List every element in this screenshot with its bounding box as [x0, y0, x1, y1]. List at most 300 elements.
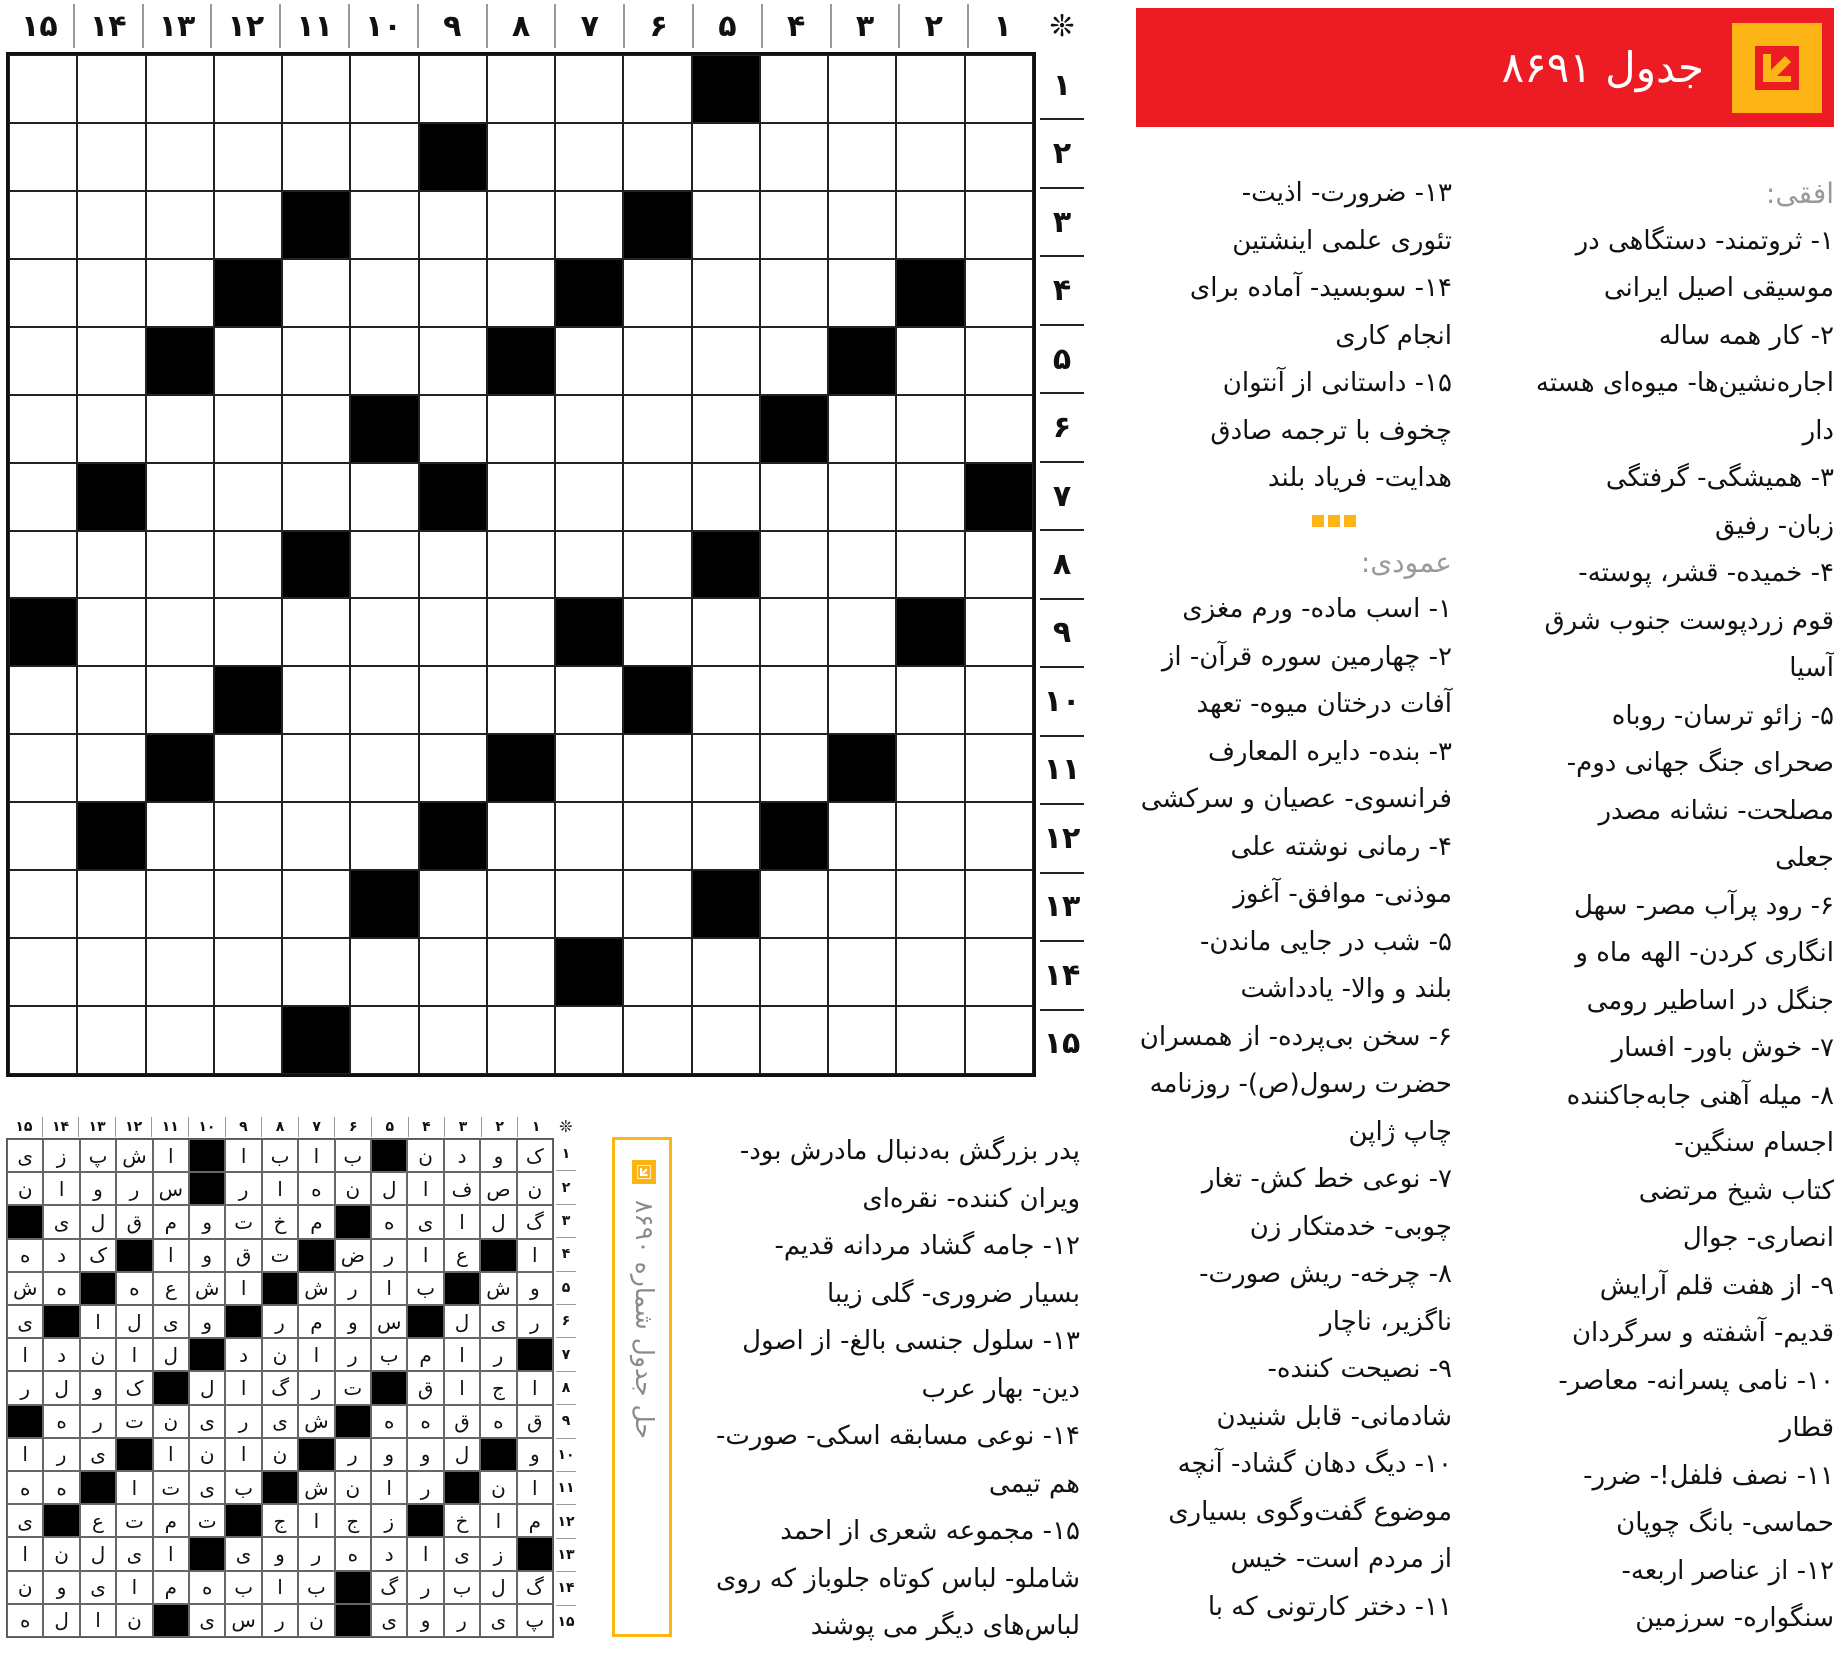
black-cell: [487, 734, 555, 802]
grid-cell[interactable]: [419, 870, 487, 938]
grid-cell[interactable]: [965, 666, 1033, 734]
grid-cell[interactable]: [9, 802, 77, 870]
grid-cell[interactable]: [487, 191, 555, 259]
solution-letter: ن: [407, 1139, 443, 1172]
grid-cell[interactable]: [9, 55, 77, 123]
grid-cell[interactable]: [214, 938, 282, 1006]
grid-cell[interactable]: [828, 531, 896, 599]
solution-row-number: ۸: [556, 1371, 576, 1404]
solution-black-cell: [298, 1239, 334, 1272]
grid-cell[interactable]: [965, 259, 1033, 327]
grid-cell[interactable]: [760, 666, 828, 734]
row-number: ۲: [1040, 118, 1084, 186]
grid-cell[interactable]: [77, 123, 145, 191]
grid-cell[interactable]: [77, 938, 145, 1006]
grid-cell[interactable]: [350, 55, 418, 123]
grid-cell[interactable]: [77, 666, 145, 734]
grid-cell[interactable]: [419, 327, 487, 395]
grid-cell[interactable]: [555, 463, 623, 531]
grid-cell[interactable]: [623, 259, 691, 327]
grid-cell[interactable]: [828, 1006, 896, 1074]
solution-letter: ه: [371, 1205, 407, 1238]
grid-cell[interactable]: [146, 870, 214, 938]
grid-cell[interactable]: [555, 191, 623, 259]
solution-letter: ز: [43, 1139, 79, 1172]
solution-letter: ا: [80, 1305, 116, 1338]
grid-cell[interactable]: [350, 531, 418, 599]
grid-cell[interactable]: [77, 191, 145, 259]
grid-cell[interactable]: [555, 802, 623, 870]
grid-cell[interactable]: [282, 734, 350, 802]
black-cell: [146, 734, 214, 802]
grid-cell[interactable]: [623, 598, 691, 666]
grid-cell[interactable]: [9, 1006, 77, 1074]
grid-cell[interactable]: [828, 938, 896, 1006]
grid-cell[interactable]: [214, 55, 282, 123]
clue-line: انجام کاری: [1335, 320, 1452, 351]
grid-cell[interactable]: [965, 395, 1033, 463]
grid-cell[interactable]: [9, 531, 77, 599]
grid-cell[interactable]: [828, 870, 896, 938]
solution-letter: ب: [262, 1139, 298, 1172]
grid-cell[interactable]: [9, 734, 77, 802]
grid-cell[interactable]: [146, 123, 214, 191]
grid-cell[interactable]: [692, 734, 760, 802]
grid-cell[interactable]: [77, 327, 145, 395]
grid-cell[interactable]: [487, 395, 555, 463]
clue-line: هدایت- فریاد بلند: [1267, 463, 1452, 493]
solution-letter: ت: [335, 1371, 371, 1404]
solution-corner-asterisk-icon: ❊: [559, 1117, 573, 1136]
grid-cell[interactable]: [623, 938, 691, 1006]
grid-cell[interactable]: [9, 191, 77, 259]
grid-cell[interactable]: [828, 395, 896, 463]
grid-cell[interactable]: [828, 55, 896, 123]
clue-line: آسیا: [1789, 653, 1834, 683]
black-cell: [692, 531, 760, 599]
middle-clues-column: [1136, 170, 1452, 1631]
grid-cell[interactable]: [896, 531, 964, 599]
grid-cell[interactable]: [828, 463, 896, 531]
grid-cell[interactable]: [487, 666, 555, 734]
grid-cell[interactable]: [965, 938, 1033, 1006]
grid-cell[interactable]: [214, 598, 282, 666]
grid-cell[interactable]: [419, 55, 487, 123]
grid-cell[interactable]: [487, 1006, 555, 1074]
grid-cell[interactable]: [350, 327, 418, 395]
solution-black-cell: [189, 1537, 225, 1570]
grid-cell[interactable]: [282, 327, 350, 395]
grid-cell[interactable]: [623, 395, 691, 463]
grid-cell[interactable]: [9, 463, 77, 531]
solution-letter: ن: [298, 1604, 334, 1637]
solution-letter: ن: [153, 1405, 189, 1438]
clue-line: قدیم- آشفته و سرگردان: [1571, 1318, 1834, 1348]
grid-cell[interactable]: [282, 463, 350, 531]
grid-cell[interactable]: [350, 259, 418, 327]
grid-cell[interactable]: [419, 259, 487, 327]
grid-cell[interactable]: [896, 55, 964, 123]
grid-cell[interactable]: [896, 734, 964, 802]
grid-cell[interactable]: [896, 463, 964, 531]
solution-column-number: ۶: [334, 1117, 371, 1137]
grid-cell[interactable]: [760, 598, 828, 666]
solution-letter: ا: [407, 1239, 443, 1272]
grid-cell[interactable]: [692, 191, 760, 259]
grid-cell[interactable]: [896, 666, 964, 734]
grid-cell[interactable]: [965, 870, 1033, 938]
grid-cell[interactable]: [965, 531, 1033, 599]
grid-cell[interactable]: [282, 598, 350, 666]
solution-letter: ر: [444, 1604, 480, 1637]
grid-cell[interactable]: [77, 55, 145, 123]
solution-letter: ا: [153, 1139, 189, 1172]
black-cell: [555, 259, 623, 327]
solution-black-cell: [80, 1272, 116, 1305]
grid-cell[interactable]: [828, 123, 896, 191]
grid-cell[interactable]: [350, 666, 418, 734]
solution-column-numbers: [6, 1117, 554, 1137]
grid-cell[interactable]: [692, 938, 760, 1006]
grid-cell[interactable]: [555, 123, 623, 191]
grid-cell[interactable]: [760, 123, 828, 191]
grid-cell[interactable]: [896, 191, 964, 259]
clue-line: انصاری- جوال: [1682, 1223, 1834, 1253]
grid-cell[interactable]: [828, 191, 896, 259]
grid-cell[interactable]: [896, 938, 964, 1006]
solution-letter: ر: [262, 1604, 298, 1637]
solution-letter: ی: [407, 1205, 443, 1238]
grid-cell[interactable]: [555, 327, 623, 395]
grid-cell[interactable]: [419, 734, 487, 802]
grid-cell[interactable]: [623, 123, 691, 191]
clue-line: ۱۳- ضرورت- اذیت-: [1241, 178, 1452, 208]
solution-letter: ا: [153, 1537, 189, 1570]
grid-cell[interactable]: [896, 123, 964, 191]
grid-cell[interactable]: [965, 55, 1033, 123]
solution-letter: خ: [262, 1205, 298, 1238]
grid-cell[interactable]: [9, 666, 77, 734]
grid-cell[interactable]: [282, 870, 350, 938]
solution-letter: ی: [480, 1604, 516, 1637]
grid-cell[interactable]: [692, 327, 760, 395]
solution-letter: ج: [262, 1504, 298, 1537]
grid-cell[interactable]: [146, 666, 214, 734]
grid-cell[interactable]: [965, 802, 1033, 870]
solution-column-number: ۳: [444, 1117, 481, 1137]
row-number: ۱۳: [1040, 872, 1084, 940]
grid-cell[interactable]: [214, 123, 282, 191]
grid-cell[interactable]: [760, 191, 828, 259]
grid-cell[interactable]: [146, 802, 214, 870]
solution-letter: ج: [480, 1371, 516, 1404]
solution-letter: م: [153, 1571, 189, 1604]
grid-cell[interactable]: [692, 395, 760, 463]
grid-cell[interactable]: [965, 191, 1033, 259]
grid-cell[interactable]: [77, 870, 145, 938]
clue-line: قطار: [1779, 1413, 1834, 1443]
grid-cell[interactable]: [214, 327, 282, 395]
grid-cell[interactable]: [350, 802, 418, 870]
solution-black-cell: [407, 1504, 443, 1537]
grid-cell[interactable]: [77, 531, 145, 599]
grid-cell[interactable]: [9, 395, 77, 463]
solution-letter: ب: [407, 1272, 443, 1305]
grid-cell[interactable]: [146, 1006, 214, 1074]
grid-cell[interactable]: [896, 802, 964, 870]
solution-letter: ر: [407, 1571, 443, 1604]
clue-line: ۱۰- دیگ دهان گشاد- آنچه: [1177, 1449, 1452, 1479]
grid-cell[interactable]: [828, 598, 896, 666]
solution-letter: و: [335, 1305, 371, 1338]
solution-letter: ی: [43, 1205, 79, 1238]
grid-cell[interactable]: [760, 734, 828, 802]
column-numbers: [6, 4, 1036, 48]
black-cell: [146, 327, 214, 395]
solution-letter: ل: [371, 1172, 407, 1205]
grid-cell[interactable]: [214, 734, 282, 802]
grid-cell[interactable]: [350, 598, 418, 666]
grid-cell[interactable]: [146, 531, 214, 599]
grid-cell[interactable]: [555, 531, 623, 599]
grid-cell[interactable]: [692, 123, 760, 191]
grid-cell[interactable]: [282, 938, 350, 1006]
solution-letter: ل: [80, 1205, 116, 1238]
solution-row-number: ۶: [556, 1304, 576, 1337]
solution-black-cell: [371, 1371, 407, 1404]
grid-cell[interactable]: [9, 870, 77, 938]
solution-letter: ا: [116, 1471, 152, 1504]
grid-cell[interactable]: [419, 1006, 487, 1074]
puzzle-title: جدول ۸۶۹۱: [1501, 43, 1704, 92]
grid-cell[interactable]: [282, 259, 350, 327]
solution-letter: ر: [480, 1338, 516, 1371]
grid-cell[interactable]: [214, 531, 282, 599]
grid-cell[interactable]: [692, 463, 760, 531]
grid-cell[interactable]: [896, 870, 964, 938]
grid-cell[interactable]: [350, 734, 418, 802]
grid-cell[interactable]: [555, 870, 623, 938]
grid-cell[interactable]: [623, 870, 691, 938]
black-cell: [828, 734, 896, 802]
grid-cell[interactable]: [896, 1006, 964, 1074]
grid-cell[interactable]: [146, 191, 214, 259]
solution-letter: پ: [517, 1604, 553, 1637]
solution-letter: ا: [444, 1371, 480, 1404]
clue-line: ۱۵- داستانی از آنتوان: [1222, 368, 1452, 398]
solution-letter: خ: [444, 1504, 480, 1537]
grid-cell[interactable]: [419, 531, 487, 599]
grid-cell[interactable]: [419, 191, 487, 259]
solution-letter: م: [407, 1338, 443, 1371]
grid-cell[interactable]: [146, 55, 214, 123]
crossword-grid: [6, 52, 1036, 1077]
grid-cell[interactable]: [692, 666, 760, 734]
solution-black-cell: [153, 1604, 189, 1637]
grid-cell[interactable]: [555, 1006, 623, 1074]
grid-cell[interactable]: [623, 327, 691, 395]
solution-letter: د: [371, 1537, 407, 1570]
grid-cell[interactable]: [214, 1006, 282, 1074]
solution-letter: ه: [43, 1272, 79, 1305]
grid-cell[interactable]: [9, 123, 77, 191]
grid-cell[interactable]: [214, 802, 282, 870]
grid-cell[interactable]: [623, 531, 691, 599]
solution-letter: و: [517, 1438, 553, 1471]
grid-cell[interactable]: [623, 802, 691, 870]
grid-cell[interactable]: [555, 734, 623, 802]
grid-cell[interactable]: [282, 802, 350, 870]
grid-cell[interactable]: [692, 598, 760, 666]
grid-cell[interactable]: [350, 123, 418, 191]
grid-cell[interactable]: [555, 55, 623, 123]
grid-cell[interactable]: [9, 327, 77, 395]
solution-black-cell: [225, 1504, 261, 1537]
grid-cell[interactable]: [760, 463, 828, 531]
clue-line: جعلی: [1775, 843, 1834, 873]
black-cell: [760, 395, 828, 463]
solution-letter: ن: [80, 1338, 116, 1371]
grid-cell[interactable]: [146, 259, 214, 327]
grid-cell[interactable]: [350, 463, 418, 531]
grid-cell[interactable]: [896, 395, 964, 463]
grid-cell[interactable]: [487, 870, 555, 938]
grid-cell[interactable]: [419, 938, 487, 1006]
solution-letter: ش: [116, 1139, 152, 1172]
grid-cell[interactable]: [214, 191, 282, 259]
grid-cell[interactable]: [282, 123, 350, 191]
black-cell: [419, 802, 487, 870]
grid-cell[interactable]: [146, 598, 214, 666]
grid-cell[interactable]: [282, 666, 350, 734]
grid-cell[interactable]: [760, 1006, 828, 1074]
grid-cell[interactable]: [760, 938, 828, 1006]
grid-cell[interactable]: [487, 123, 555, 191]
clue-line: سنگواره- سرزمین: [1635, 1603, 1834, 1633]
grid-cell[interactable]: [487, 463, 555, 531]
grid-cell[interactable]: [9, 259, 77, 327]
solution-letter: ب: [225, 1571, 261, 1604]
grid-cell[interactable]: [555, 395, 623, 463]
grid-cell[interactable]: [419, 666, 487, 734]
grid-cell[interactable]: [965, 734, 1033, 802]
solution-black-cell: [80, 1471, 116, 1504]
grid-cell[interactable]: [214, 870, 282, 938]
grid-cell[interactable]: [623, 463, 691, 531]
solution-letter: ن: [262, 1338, 298, 1371]
grid-cell[interactable]: [623, 55, 691, 123]
grid-cell[interactable]: [487, 259, 555, 327]
grid-cell[interactable]: [487, 938, 555, 1006]
grid-cell[interactable]: [623, 734, 691, 802]
solution-letter: ی: [7, 1504, 43, 1537]
grid-cell[interactable]: [692, 259, 760, 327]
grid-cell[interactable]: [9, 938, 77, 1006]
row-number: ۷: [1040, 461, 1084, 529]
solution-letter: س: [371, 1305, 407, 1338]
solution-letter: ی: [225, 1537, 261, 1570]
grid-cell[interactable]: [555, 666, 623, 734]
grid-cell[interactable]: [760, 327, 828, 395]
grid-cell[interactable]: [760, 55, 828, 123]
solution-black-cell: [116, 1239, 152, 1272]
grid-cell[interactable]: [965, 1006, 1033, 1074]
solution-black-cell: [444, 1272, 480, 1305]
solution-column-number: ۹: [225, 1117, 262, 1137]
grid-cell[interactable]: [487, 598, 555, 666]
solution-black-cell: [189, 1172, 225, 1205]
grid-cell[interactable]: [965, 123, 1033, 191]
solution-black-cell: [153, 1371, 189, 1404]
grid-cell[interactable]: [487, 55, 555, 123]
grid-cell[interactable]: [828, 666, 896, 734]
grid-cell[interactable]: [146, 463, 214, 531]
grid-cell[interactable]: [350, 191, 418, 259]
grid-cell[interactable]: [77, 598, 145, 666]
grid-cell[interactable]: [760, 870, 828, 938]
grid-cell[interactable]: [896, 327, 964, 395]
grid-cell[interactable]: [77, 259, 145, 327]
grid-cell[interactable]: [828, 259, 896, 327]
grid-cell[interactable]: [419, 395, 487, 463]
grid-cell[interactable]: [350, 938, 418, 1006]
solution-letter: ه: [189, 1571, 225, 1604]
solution-letter: ا: [225, 1272, 261, 1305]
grid-cell[interactable]: [487, 531, 555, 599]
grid-cell[interactable]: [146, 938, 214, 1006]
row-number: ۹: [1040, 598, 1084, 666]
grid-cell[interactable]: [214, 463, 282, 531]
clue-line: کتاب شیخ مرتضی: [1638, 1175, 1834, 1206]
solution-black-cell: [371, 1139, 407, 1172]
grid-cell[interactable]: [77, 734, 145, 802]
grid-cell[interactable]: [487, 802, 555, 870]
solution-letter: ت: [262, 1239, 298, 1272]
grid-cell[interactable]: [419, 598, 487, 666]
vertical-heading: عمودی:: [1360, 545, 1452, 579]
black-cell: [350, 870, 418, 938]
grid-cell[interactable]: [965, 327, 1033, 395]
grid-cell[interactable]: [760, 531, 828, 599]
solution-black-cell: [7, 1205, 43, 1238]
grid-cell[interactable]: [692, 802, 760, 870]
grid-cell[interactable]: [623, 1006, 691, 1074]
grid-cell[interactable]: [965, 598, 1033, 666]
solution-letter: ا: [43, 1172, 79, 1205]
grid-cell[interactable]: [214, 395, 282, 463]
solution-letter: پ: [80, 1139, 116, 1172]
grid-cell[interactable]: [77, 395, 145, 463]
grid-cell[interactable]: [692, 1006, 760, 1074]
grid-cell[interactable]: [77, 1006, 145, 1074]
clue-line: تئوری علمی اینشتین: [1232, 225, 1452, 256]
grid-cell[interactable]: [282, 55, 350, 123]
grid-cell[interactable]: [828, 802, 896, 870]
black-cell: [692, 870, 760, 938]
grid-cell[interactable]: [350, 1006, 418, 1074]
solution-letter: ی: [444, 1537, 480, 1570]
black-cell: [419, 123, 487, 191]
grid-cell[interactable]: [282, 395, 350, 463]
solution-black-cell: [335, 1205, 371, 1238]
solution-letter: ا: [371, 1471, 407, 1504]
grid-cell[interactable]: [760, 259, 828, 327]
clue-line: موسیقی اصیل ایرانی: [1603, 273, 1834, 303]
black-cell: [487, 327, 555, 395]
grid-cell[interactable]: [146, 395, 214, 463]
clue-line: پدر بزرگش به‌دنبال مادرش بود-: [739, 1136, 1080, 1166]
column-number: ۱۱: [279, 4, 348, 48]
